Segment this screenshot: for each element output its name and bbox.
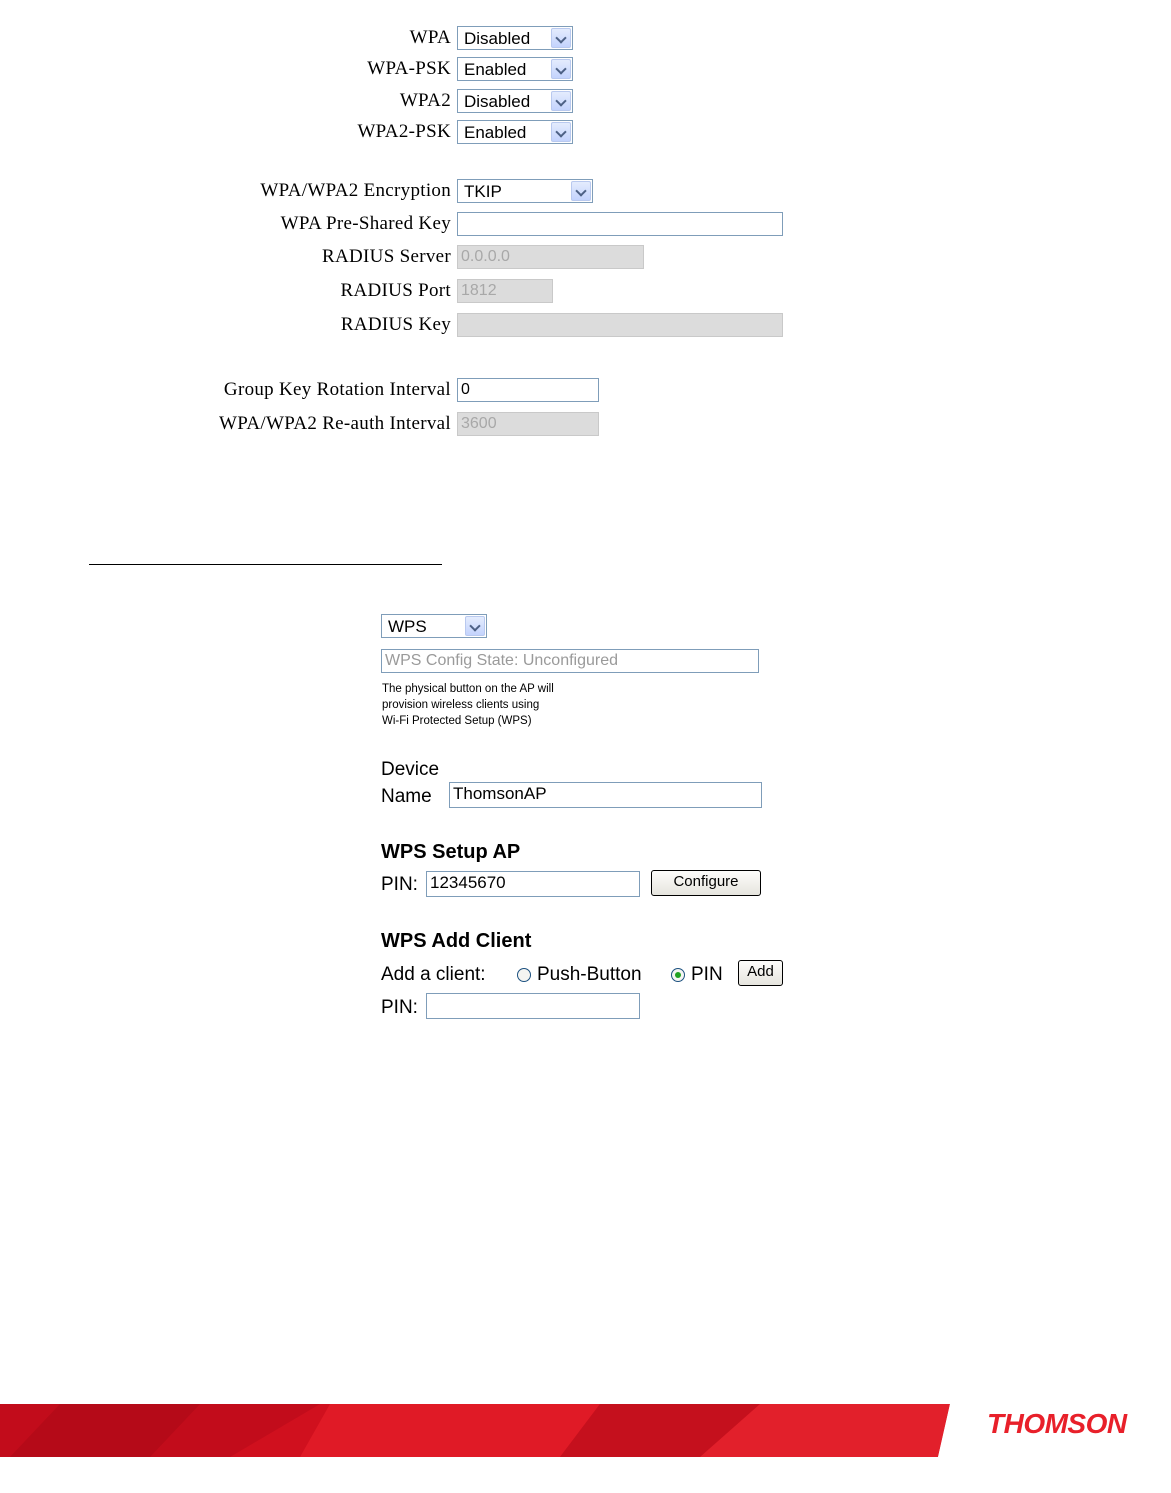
chevron-down-icon xyxy=(551,59,571,79)
wpa-select-value: Disabled xyxy=(464,29,531,48)
setup-pin-input[interactable]: 12345670 xyxy=(426,871,640,897)
configure-button[interactable]: Configure xyxy=(651,870,761,896)
wpa2-psk-label: WPA2-PSK xyxy=(357,121,451,142)
wps-mode-select[interactable] xyxy=(381,614,487,638)
wpa-psk-label: WPA-PSK xyxy=(367,58,451,79)
wps-config-state: WPS Config State: Unconfigured xyxy=(381,649,759,673)
radius-server-input: 0.0.0.0 xyxy=(457,245,644,269)
setup-pin-label: PIN: xyxy=(381,874,418,895)
add-client-button[interactable]: Add xyxy=(738,960,783,986)
wpa-psk-select-value: Enabled xyxy=(464,60,527,79)
encryption-select[interactable] xyxy=(457,179,593,203)
wpa2-label: WPA2 xyxy=(399,90,451,111)
wpa2-psk-select-value: Enabled xyxy=(464,123,527,142)
add-client-label: Add a client: xyxy=(381,964,486,985)
encryption-select-value: TKIP xyxy=(464,182,502,201)
radius-server-label: RADIUS Server xyxy=(322,246,451,267)
wps-description-line-1: The physical button on the AP will xyxy=(382,683,554,695)
thomson-logo: THOMSON xyxy=(987,1408,1127,1439)
encryption-label: WPA/WPA2 Encryption xyxy=(260,180,451,201)
push-button-radio[interactable] xyxy=(517,968,531,982)
wps-setup-ap-heading: WPS Setup AP xyxy=(381,841,521,863)
push-button-label: Push-Button xyxy=(537,964,642,985)
divider xyxy=(89,564,442,565)
chevron-down-icon xyxy=(465,616,485,636)
wps-mode-select-value: WPS xyxy=(388,617,427,636)
wpa2-psk-select[interactable] xyxy=(457,120,573,144)
group-key-input[interactable]: 0 xyxy=(457,378,599,402)
psk-input[interactable] xyxy=(457,212,783,236)
wpa-label: WPA xyxy=(409,27,451,48)
chevron-down-icon xyxy=(551,122,571,142)
device-name-label-line-2: Name xyxy=(381,786,432,807)
psk-label: WPA Pre-Shared Key xyxy=(280,213,451,234)
group-key-label: Group Key Rotation Interval xyxy=(223,379,451,400)
radius-port-input: 1812 xyxy=(457,279,553,303)
device-name-input[interactable]: ThomsonAP xyxy=(449,782,762,808)
wpa-select[interactable] xyxy=(457,26,573,50)
wpa2-select[interactable] xyxy=(457,89,573,113)
reauth-label: WPA/WPA2 Re-auth Interval xyxy=(219,413,451,434)
wps-add-client-heading: WPS Add Client xyxy=(381,930,532,952)
radius-port-label: RADIUS Port xyxy=(340,280,451,301)
wps-description-line-2: provision wireless clients using xyxy=(382,699,540,711)
pin-option-label: PIN xyxy=(691,964,723,985)
device-name-label-line-1: Device xyxy=(381,759,440,780)
chevron-down-icon xyxy=(551,28,571,48)
wps-description-line-3: Wi-Fi Protected Setup (WPS) xyxy=(382,715,532,727)
chevron-down-icon xyxy=(551,91,571,111)
chevron-down-icon xyxy=(571,181,591,201)
wpa2-select-value: Disabled xyxy=(464,92,531,111)
wpa-psk-select[interactable] xyxy=(457,57,573,81)
client-pin-input[interactable] xyxy=(426,993,640,1019)
client-pin-label: PIN: xyxy=(381,997,418,1018)
radius-key-label: RADIUS Key xyxy=(340,314,451,335)
radius-key-input xyxy=(457,313,783,337)
reauth-input: 3600 xyxy=(457,412,599,436)
pin-radio[interactable] xyxy=(671,968,685,982)
